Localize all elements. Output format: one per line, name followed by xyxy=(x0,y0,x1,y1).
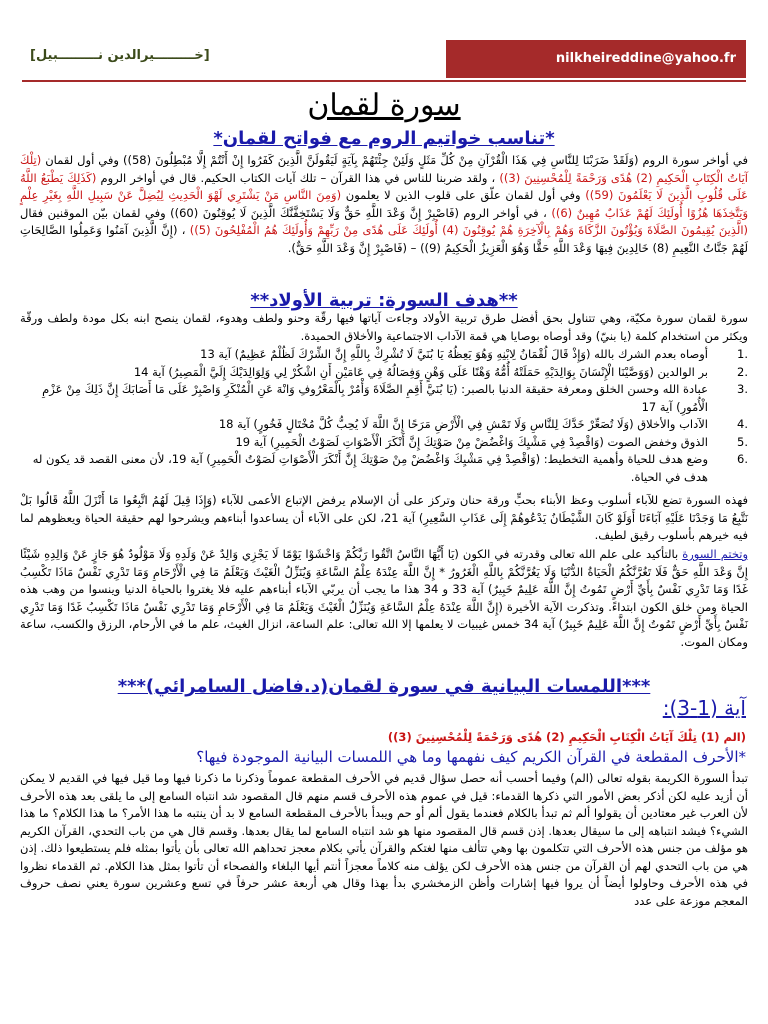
aya-heading: آية (1-3): xyxy=(662,696,746,720)
email-banner xyxy=(446,40,746,78)
context-text-5: ، (إِنَّ الَّذِينَ آمَنُوا وَعَمِلُوا الصَّالِحَاتِ لَهُمْ جَنَّاتُ النَّعِيمِ (8) خَالِدِينَ فِيهَا وَعْدَ اللَّهِ حَقًّا وَهُوَ الْعَزِيزُ الْحَكِيمُ (9)) – (فَاصْبِرْ إِنَّ وَعْدَ اللَّهِ حَقٌّ). xyxy=(20,223,748,255)
list-item xyxy=(20,434,748,452)
goal-paragraph-1: فهذه السورة تضع للآباء أسلوب وعظ الأبناء بحبٍّ ورقة حنان وتركز على أن الإسلام يرفض الإتباع الأعمى للآباء (وَإِذَا قِيلَ لَهُمُ اتَّبِعُوا مَا أَنْزَلَ اللَّهُ قَالُوا بَلْ نَتَّبِعُ مَا وَجَدْنَا عَلَيْهِ آبَاءَنَا أَوَلَوْ كَانَ الشَّيْطَانُ يَدْعُوهُمْ إِلَى عَذَابِ السَّعِيرِ) آية 21، لكن على الآباء أن يساعدوا أبناءهم ويشرحوا لهم حقيقة الحياة ويعظوهم لما فيه خيرهم بأسلوب رقيق لطيف. xyxy=(20,493,748,542)
header-bar xyxy=(22,40,746,78)
list-text: الذوق وخفض الصوت (وَاقْصِدْ فِي مَشْيِكَ وَاغْضُضْ مِنْ صَوْتِكَ إِنَّ أَنْكَرَ الْأَصْوَاتِ لَصَوْتُ الْحَمِيرِ) آية 19 xyxy=(235,434,708,449)
list-number: .1 xyxy=(737,347,748,361)
list-item xyxy=(20,364,748,382)
list-item xyxy=(20,416,748,434)
list-number: .3 xyxy=(737,382,748,396)
list-text: بر الوالدين (وَوَصَّيْنَا الْإِنْسَانَ بِوَالِدَيْهِ حَمَلَتْهُ أُمُّهُ وَهْنًا عَلَى وَهْنٍ وَفِصَالُهُ فِي عَامَيْنِ أَنِ اشْكُرْ لِي وَلِوَالِدَيْكَ إِلَيَّ الْمَصِيرُ) آية 14 xyxy=(133,364,708,379)
context-quote-4: (الَّذِينَ يُقِيمُونَ الصَّلَاةَ وَيُؤْتُونَ الزَّكَاةَ وَهُمْ بِالْآخِرَةِ هُمْ يُوقِنُونَ (4) أُولَئِكَ عَلَى هُدًى مِنْ رَبِّهِمْ وَأُولَئِكَ هُمُ الْمُفْلِحُونَ (5)) xyxy=(189,223,749,237)
list-number: .6 xyxy=(737,452,748,466)
page-title: سورة لقمان xyxy=(307,88,461,123)
list-text: الآداب والأخلاق (وَلَا تُصَعِّرْ خَدَّكَ لِلنَّاسِ وَلَا تَمْشِ فِي الْأَرْضِ مَرَحًا إِنَّ اللَّهَ لَا يُحِبُّ كُلَّ مُخْتَالٍ فَخُورٍ) آية 18 xyxy=(218,417,708,431)
section-title-rhetoric: ***اللمسات البيانية في سورة لقمان(د.فاضل السامرائي)*** xyxy=(117,676,651,697)
final-paragraph: تبدأ السورة الكريمة بقوله تعالى (الم) وفيما أحسب أنه حصل سؤال قديم في الأحرف المقطعة عموماً وذكرنا ما ذكرنا فيها وما قيل فيها في القديم لا يمكن أن أزيد عليه لكن أذكر بعض الأمور التي ذكرها القدماء: قيل في عموم هذه الأحرف قسم منهم قال المقصود شد انتباه السامع إلى ما يلقى بعد هذه الأحرف لأن العرب غير معتادين أن يقولوا ألم ثم تبدأ بالكلام فعندما يقول ألم أو حم ويبدأ بالأحرف المقطعة السامع لا بد أن ينتبه ما هذا الأمر؟ ما هذا الكلام؟ ما هذا الشيء؟ فيشد انتباهه إلى ما سيقال بعدها. إذن قسم قال المقصود منها هو شد انتباه السامع لما يقال بعدها. وقسم قال هي من باب التحدي، القرآن الكريم هو مؤلف من جنس هذه الأحرف التي تتكلمون بها وهي تتألف منها لغتكم والقرآن يأتي بكلام معجز تحداهم الله تعالى بأن يأتوا بمثله فلم يستطيعوا ذلك. إذن هي من باب التحدي لهم أن القرآن من جنس هذه الأحرف لكن يؤلف منه كلاماً معجزاً أنتم أيها البلغاء والفصحاء أن تأتوا بمثل هذا الكلام. ثم القدماء نظروا في هذه الأحرف وحاولوا أيضاً أن يروا فيها إشارات وأظن الزمخشري بدأ بهذا وقال هي أربعة عشر حرفاً في تسع وعشرين سورة يعني نصف حروف المعجم موزعة على عدد xyxy=(20,771,748,908)
section-title-goal: **هدف السورة: تربية الأولاد** xyxy=(250,290,518,311)
list-number: .2 xyxy=(737,364,748,379)
list-text: وضع هدف للحياة وأهمية التخطيط: (وَاقْصِدْ فِي مَشْيِكَ وَاغْضُضْ مِنْ صَوْتِكَ إِنَّ أَنْكَرَ الْأَصْوَاتِ لَصَوْتُ الْحَمِيرِ) آية 19، لأن معنى القصد قد يكون له هدف في الحياة. xyxy=(32,452,708,484)
aya-quote: (الم (1) تِلْكَ آيَاتُ الْكِتَابِ الْحَكِيمِ (2) هُدًى وَرَحْمَةً لِلْمُحْسِنِينَ (3)) xyxy=(387,730,746,744)
advice-list xyxy=(20,346,748,486)
context-text-2: ، ولقد ضربنا للناس في هذا القرآن – تلك آيات الكتاب الحكيم. قال في أواخر الروم xyxy=(100,170,496,185)
question-heading: *الأحرف المقطعة في القرآن الكريم كيف نفهمها وما هي اللمسات البيانية الموجودة فيها؟ xyxy=(196,748,746,766)
author-name: [خـــــــــيرالدين نـــــــــبيل] xyxy=(30,48,210,63)
context-quote-2: (كَذَلِكَ يَطْبَعُ اللَّهُ عَلَى قُلُوبِ الَّذِينَ لَا يَعْلَمُونَ (59)) xyxy=(20,170,748,202)
section-title-context: *تناسب خواتيم الروم مع فواتح لقمان* xyxy=(213,128,555,149)
list-number: .4 xyxy=(737,417,748,431)
list-item xyxy=(20,346,748,364)
context-text-3: وفي أول لقمان علّق على قلوب الذين لا يعلمون xyxy=(345,188,581,202)
goal-paragraph-2 xyxy=(20,546,748,651)
list-text: عبادة الله وحسن الخلق ومعرفة حقيقة الدنيا بالصبر: (يَا بُنَيَّ أَقِمِ الصَّلَاةَ وَأْمُرْ بِالْمَعْرُوفِ وَانْهَ عَنِ الْمُنْكَرِ وَاصْبِرْ عَلَى مَا أَصَابَكَ إِنَّ ذَلِكَ مِنْ عَزْمِ الْأُمُورِ) آية 17 xyxy=(42,382,708,414)
list-item xyxy=(20,451,748,486)
email-address: nilkheireddine@yahoo.fr xyxy=(555,51,736,66)
list-number: .5 xyxy=(737,434,748,449)
goal-intro: سورة لقمان سورة مكيّة، وهي تتناول بحق أفضل طرق تربية الأولاد وجاءت آياتها فيها رقّة وحنو ولطف وهدوء، لقمان ينصح ابنه بكل مودة ولطف ورقّة ويكثر من استخدام كلمة (يا بنيّ) وقد أوصاه بوصايا هي قمة الآداب الاجتماعية والأخلاق الحميدة. xyxy=(20,311,748,343)
header-divider xyxy=(22,80,746,82)
context-text-4: ، في أواخر الروم (فَاصْبِرْ إِنَّ وَعْدَ اللَّهِ حَقٌّ وَلَا يَسْتَخِفَّنَّكَ الَّذِينَ لَا يُوقِنُونَ (60)) وفي لقمان بيّن الموقنين فقال xyxy=(20,205,547,220)
closing-text: بالتأكيد على علم الله تعالى وقدرته في الكون (يَا أَيُّهَا النَّاسُ اتَّقُوا رَبَّكُمْ وَاخْشَوْا يَوْمًا لَا يَجْزِي وَالِدٌ عَنْ وَلَدِهِ وَلَا مَوْلُودٌ هُوَ جَازٍ عَنْ وَالِدِهِ شَيْئًا إِنَّ وَعْدَ اللَّهِ حَقٌّ فَلَا تَغُرَّنَّكُمُ الْحَيَاةُ الدُّنْيَا وَلَا يَغُرَّنَّكُمْ بِاللَّهِ الْغَرُورُ * إِنَّ اللَّهَ عِنْدَهُ عِلْمُ السَّاعَةِ وَيُنَزِّلُ الْغَيْثَ وَيَعْلَمُ مَا فِي الْأَرْحَامِ وَمَا تَدْرِي نَفْسٌ مَاذَا تَكْسِبُ غَدًا وَمَا تَدْرِي نَفْسٌ بِأَيِّ أَرْضٍ تَمُوتُ إِنَّ اللَّهَ عَلِيمٌ خَبِيرٌ) آية 33 و 34 هذا ما يجب أن يربّي الآباء أبناءهم عليه فلا يغتروا بالحياة الدنيا وينسوا من وهب هذه الحياة ومن خلق الكون ابتداءً. وتذكرت الآية الأخيرة (إِنَّ اللَّهَ عِنْدَهُ عِلْمُ السَّاعَةِ وَيُنَزِّلُ الْغَيْثَ وَيَعْلَمُ مَا فِي الْأَرْحَامِ وَمَا تَدْرِي نَفْسٌ مَاذَا تَكْسِبُ غَدًا وَمَا تَدْرِي نَفْسٌ بِأَيِّ أَرْضٍ تَمُوتُ إِنَّ اللَّهَ عَلِيمٌ خَبِيرٌ) آية 34 خمس غيبيات لا يعلمها إلا الله تعالى: علم الساعة، انزال الغيث، علم ما في الأرحام، الرزق والكسب، ساعة ومكان الموت. xyxy=(20,547,749,649)
list-item xyxy=(20,381,748,416)
list-text: أوصاه بعدم الشرك بالله (وَإِذْ قَالَ لُقْمَانُ لِابْنِهِ وَهُوَ يَعِظُهُ يَا بُنَيَّ لَا تُشْرِكْ بِاللَّهِ إِنَّ الشِّرْكَ لَظُلْمٌ عَظِيمٌ) آية 13 xyxy=(200,347,708,361)
context-quote-3: (وَمِنَ النَّاسِ مَنْ يَشْتَرِي لَهْوَ الْحَدِيثِ لِيُضِلَّ عَنْ سَبِيلِ اللَّهِ بِغَيْرِ عِلْمٍ وَيَتَّخِذَهَا هُزُوًا أُولَئِكَ لَهُمْ عَذَابٌ مُهِينٌ (6)) xyxy=(20,188,749,220)
context-text-1: في أواخر سورة الروم (وَلَقَدْ ضَرَبْنَا لِلنَّاسِ فِي هَذَا الْقُرْآنِ مِنْ كُلِّ مَثَلٍ وَلَئِنْ جِئْتَهُمْ بِآيَةٍ لَيَقُولَنَّ الَّذِينَ كَفَرُوا إِنْ أَنْتُمْ إِلَّا مُبْطِلُونَ (58)) وفي أول لقمان xyxy=(45,153,748,167)
context-quote-1: (تِلْكَ آيَاتُ الْكِتَابِ الْحَكِيمِ (2) هُدًى وَرَحْمَةً لِلْمُحْسِنِينَ (3)) xyxy=(20,153,748,185)
closing-lead: وتختم السورة xyxy=(682,547,749,561)
section-context-text xyxy=(20,152,748,257)
